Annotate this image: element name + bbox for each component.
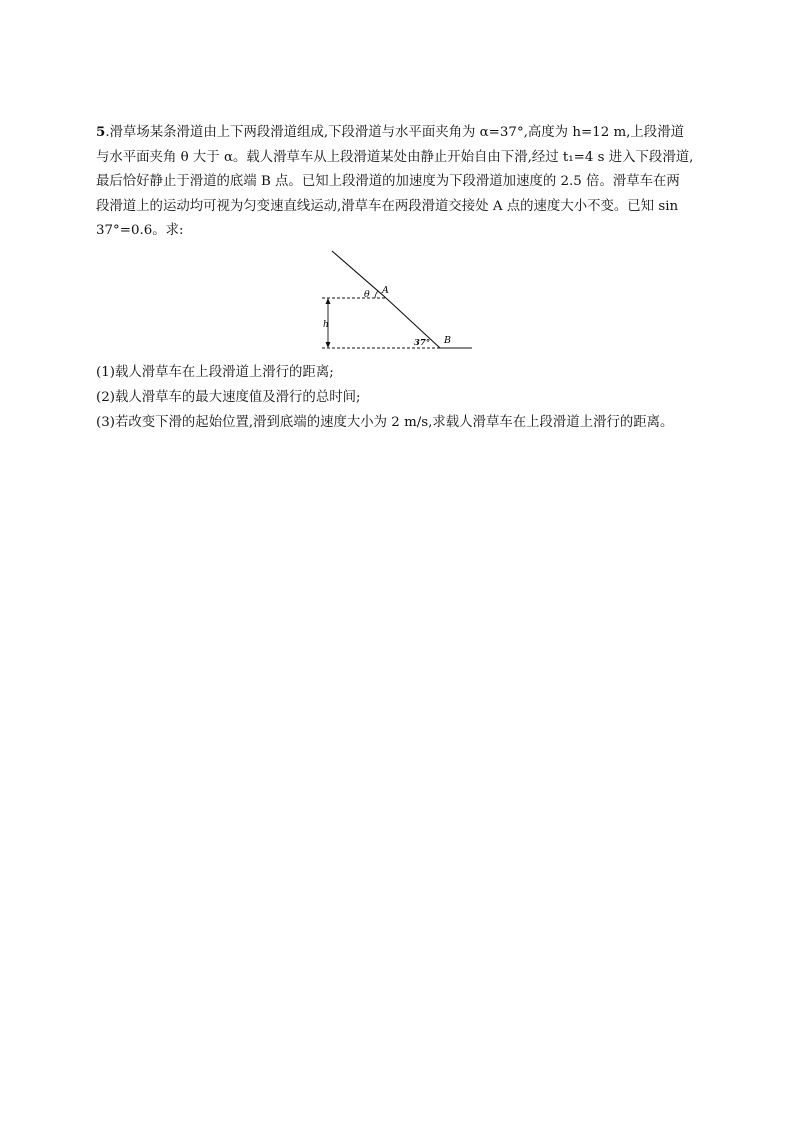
slope-diagram [318,247,478,355]
problem-line-3: 最后恰好静止于滑道的底端 B 点。已知上段滑道的加速度为下段滑道加速度的 2.5 倍。滑草车在两 [96,174,680,189]
height-arrow-bottom [326,342,331,348]
height-arrow-top [326,298,331,304]
question-list [96,360,736,435]
label-B: B [444,335,451,346]
label-theta: θ [364,289,370,300]
problem-line-5: 37°=0.6。求: [96,223,184,238]
lower-slide [386,298,440,348]
problem-statement [96,120,716,244]
question-2: (2)载人滑草车的最大速度值及滑行的总时间; [96,390,361,405]
problem-number: 5 [96,124,106,140]
problem-line-4: 段滑道上的运动均可视为匀变速直线运动,滑草车在两段滑道交接处 A 点的速度大小不变。已知 sin [96,198,679,214]
label-angle: 37° [414,338,431,348]
theta-arc [375,291,378,298]
problem-line-2: 与水平面夹角 θ 大于 α。载人滑草车从上段滑道某处由静止开始自由下滑,经过 t₁=4 s 进入下段滑道, [96,149,694,165]
label-h: h [323,320,329,330]
question-3: (3)若改变下滑的起始位置,滑到底端的速度大小为 2 m/s,求载人滑草车在上段滑道上滑行的距离。 [96,415,674,430]
label-A: A [382,285,389,296]
question-1: (1)载人滑草车在上段滑道上滑行的距离; [96,365,334,380]
problem-line-1 [96,120,716,146]
problem-text-1: .滑草场某条滑道由上下两段滑道组成,下段滑道与水平面夹角为 α=37°,高度为 h=12 m,上段滑道 [105,125,684,140]
